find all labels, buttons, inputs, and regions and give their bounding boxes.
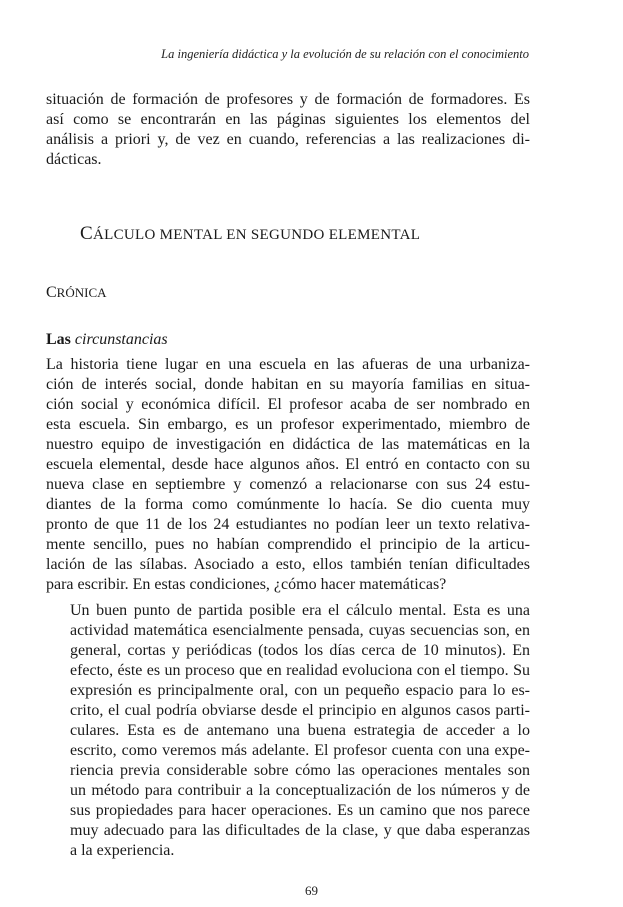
chapter-title-initial: C	[80, 223, 93, 244]
text-line: esta escuela. Sin embargo, es un profesor experimentado, miembro de	[46, 416, 530, 433]
chapter-title	[80, 223, 420, 245]
text-line: expresión es principalmente oral, con un pequeño espacio para lo es-	[70, 682, 530, 699]
text-line: culares. Esta es de antemano una buena estrategia de acceder a lo	[70, 722, 530, 739]
section-title-initial: C	[46, 284, 57, 301]
text-line: lación de las sílabas. Asociado a esto, ellos también tenían dificultades	[46, 556, 530, 573]
chapter-title-rest: ÁLCULO MENTAL EN SEGUNDO ELEMENTAL	[92, 227, 421, 243]
body-paragraph	[46, 355, 530, 595]
text-line: nueva clase en septiembre y comenzó a relacionarse con sus 24 estu-	[46, 476, 530, 493]
text-line: a la experiencia.	[70, 842, 175, 859]
text-line: efecto, éste es un proceso que en realidad evoluciona con el tiempo. Su	[70, 662, 530, 679]
section-title-rest: RÓNICA	[56, 285, 107, 300]
text-line: crito, el cual podría obviarse desde el principio en algunos casos parti-	[70, 702, 530, 719]
text-line: mente sencillo, pues no habían comprendido el principio de la articu-	[46, 536, 530, 553]
text-line: ción de interés social, donde habitan en su mayoría familias en situa-	[46, 376, 530, 393]
running-header: La ingeniería didáctica y la evolución de su relación con el conocimiento	[161, 47, 529, 61]
text-line: un método para contribuir a la conceptualización de los números y de	[70, 782, 530, 799]
subsection-emphasis: circunstancias	[74, 331, 168, 348]
text-line: dácticas.	[46, 151, 102, 168]
text-line: diantes de la forma como comúnmente lo hacía. Se dio cuenta muy	[46, 496, 530, 513]
body-paragraph	[46, 601, 530, 861]
subsection-prefix: Las	[46, 331, 75, 348]
text-line: escrito, como veremos más adelante. El profesor cuenta con una expe-	[70, 742, 530, 759]
section-title	[46, 284, 107, 302]
text-line: sus propiedades para hacer operaciones. Es un camino que nos parece	[70, 802, 530, 819]
text-line: escuela elemental, desde hace algunos años. El entró en contacto con su	[46, 456, 530, 473]
text-line: análisis a priori y, de vez en cuando, referencias a las realizaciones di-	[46, 131, 530, 148]
text-line: para escribir. En estas condiciones, ¿cómo hacer matemáticas?	[46, 576, 447, 593]
text-line: ción social y económica difícil. El profesor acaba de ser nombrado en	[46, 396, 530, 413]
text-line: Un buen punto de partida posible era el cálculo mental. Esta es una	[70, 602, 530, 619]
page-number: 69	[305, 883, 318, 898]
text-line: La historia tiene lugar en una escuela en las afueras de una urbaniza-	[46, 356, 530, 373]
text-line: nuestro equipo de investigación en didáctica de las matemáticas en la	[46, 436, 530, 453]
text-line: situación de formación de profesores y de formación de formadores. Es	[46, 91, 530, 108]
text-line: muy adecuado para las dificultades de la clase, y que daba esperanzas	[70, 822, 530, 839]
text-line: general, cortas y periódicas (todos los días cerca de 10 minutos). En	[70, 642, 530, 659]
text-line: actividad matemática esencialmente pensada, cuyas secuencias son, en	[70, 622, 530, 639]
subsection-title	[46, 331, 168, 349]
text-line: así como se encontrarán en las páginas siguientes los elementos del	[46, 111, 530, 128]
intro-paragraph	[46, 90, 530, 170]
text-line: pronto de que 11 de los 24 estudiantes no podían leer un texto relativa-	[46, 516, 530, 533]
text-line: riencia previa considerable sobre cómo las operaciones mentales son	[70, 762, 530, 779]
